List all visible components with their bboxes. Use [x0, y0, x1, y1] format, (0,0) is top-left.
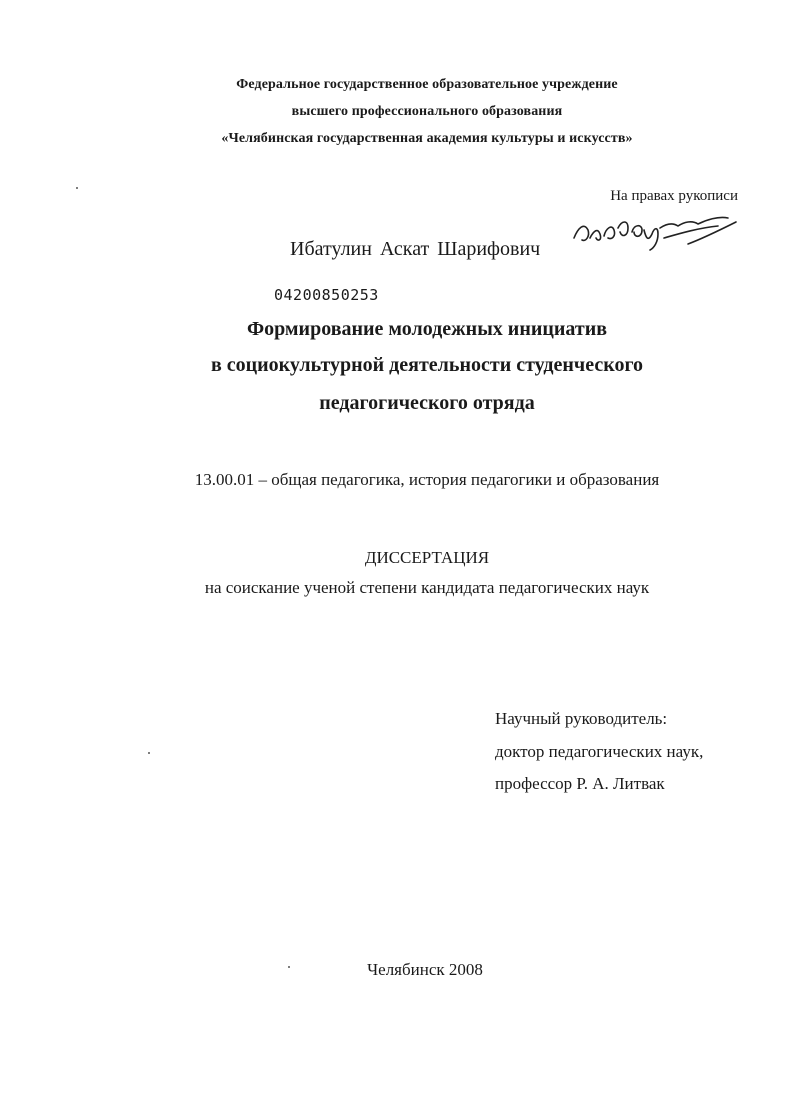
supervisor-name: профессор Р. А. Литвак [495, 774, 665, 793]
institution-line-2: высшего профессионального образования [291, 104, 563, 119]
supervisor-label: Научный руководитель: [495, 709, 668, 728]
manuscript-note: На правах рукописи [610, 188, 738, 204]
registration-code: 04200850253 [274, 286, 379, 304]
supervisor-degree: доктор педагогических наук, [495, 742, 704, 761]
scan-speck [76, 187, 78, 189]
title-line-3: педагогического отряда [319, 392, 535, 414]
degree-line: на соискание ученой степени кандидата педагогических наук [204, 578, 650, 597]
title-line-2: в социокультурной деятельности студенческого [210, 354, 644, 376]
specialty-code: 13.00.01 – общая педагогика, история педагогики и образования [194, 470, 660, 489]
title-line-1: Формирование молодежных инициатив [246, 318, 608, 340]
scan-speck [148, 752, 150, 754]
city-year: Челябинск 2008 [367, 960, 483, 979]
handwritten-signature-icon [568, 208, 744, 254]
institution-line-3: «Челябинская государственная академия культуры и искусств» [221, 131, 633, 146]
institution-line-1: Федеральное государственное образовательное учреждение [236, 77, 618, 92]
document-type: ДИССЕРТАЦИЯ [364, 548, 490, 567]
author-name: Ибатулин Аскат Шарифович [290, 238, 541, 260]
